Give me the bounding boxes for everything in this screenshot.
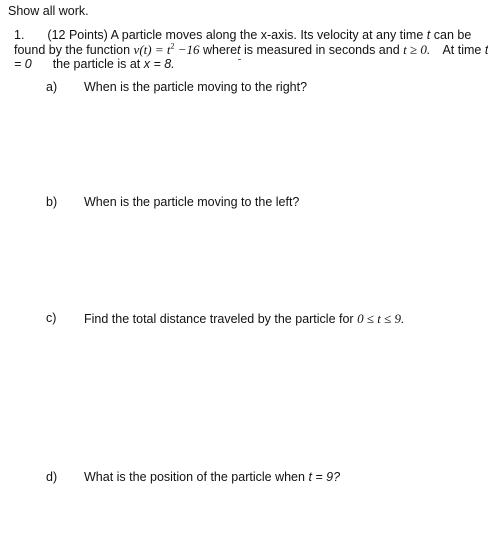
instructions: Show all work. — [8, 4, 89, 18]
question-b-text: When is the particle moving to the left? — [84, 195, 300, 209]
question-b-letter: b) — [46, 195, 58, 209]
question-a-text: When is the particle moving to the right? — [84, 80, 308, 94]
problem-line-3 — [14, 57, 175, 71]
question-c-interval: 0 ≤ t ≤ 9. — [357, 311, 405, 326]
question-d-letter: d) — [46, 470, 58, 484]
problem-line1-tail: can be — [433, 28, 472, 42]
question-a-letter: a) — [46, 80, 58, 94]
spellcheck-marked-variable: t — [237, 43, 241, 57]
problem-line2-text: is measured in seconds and — [244, 43, 400, 57]
problem-line3-text: the particle is at — [52, 57, 141, 71]
velocity-base: v(t) = t — [133, 42, 171, 57]
problem-line-1 — [14, 28, 471, 42]
question-d-time: t = 9? — [308, 470, 341, 484]
problem-number: 1. — [14, 28, 25, 42]
velocity-function — [134, 42, 200, 57]
question-d-line — [84, 470, 340, 484]
problem-line2-tail: At time — [442, 43, 482, 57]
problem-line-2 — [14, 42, 488, 58]
time-condition: t ≥ 0. — [403, 42, 431, 57]
initial-position: x = 8. — [143, 57, 175, 71]
question-d-text: What is the position of the particle when — [84, 470, 305, 484]
velocity-exponent: 2 — [170, 41, 175, 51]
problem-line2-mid: where — [203, 43, 238, 57]
time-variable-end: t — [484, 43, 488, 57]
velocity-tail: −16 — [174, 42, 200, 57]
problem-line3-lead: = 0 — [14, 57, 32, 71]
problem-line1-text: A particle moves along the x-axis. Its velocity at any time — [110, 28, 424, 42]
problem-line2-lead: found by the function — [14, 43, 131, 57]
question-c-line — [84, 311, 404, 327]
question-c-text: Find the total distance traveled by the particle for — [84, 312, 354, 326]
time-variable: t — [426, 28, 431, 42]
problem-points: (12 Points) — [47, 28, 108, 42]
question-c-letter: c) — [46, 311, 57, 325]
